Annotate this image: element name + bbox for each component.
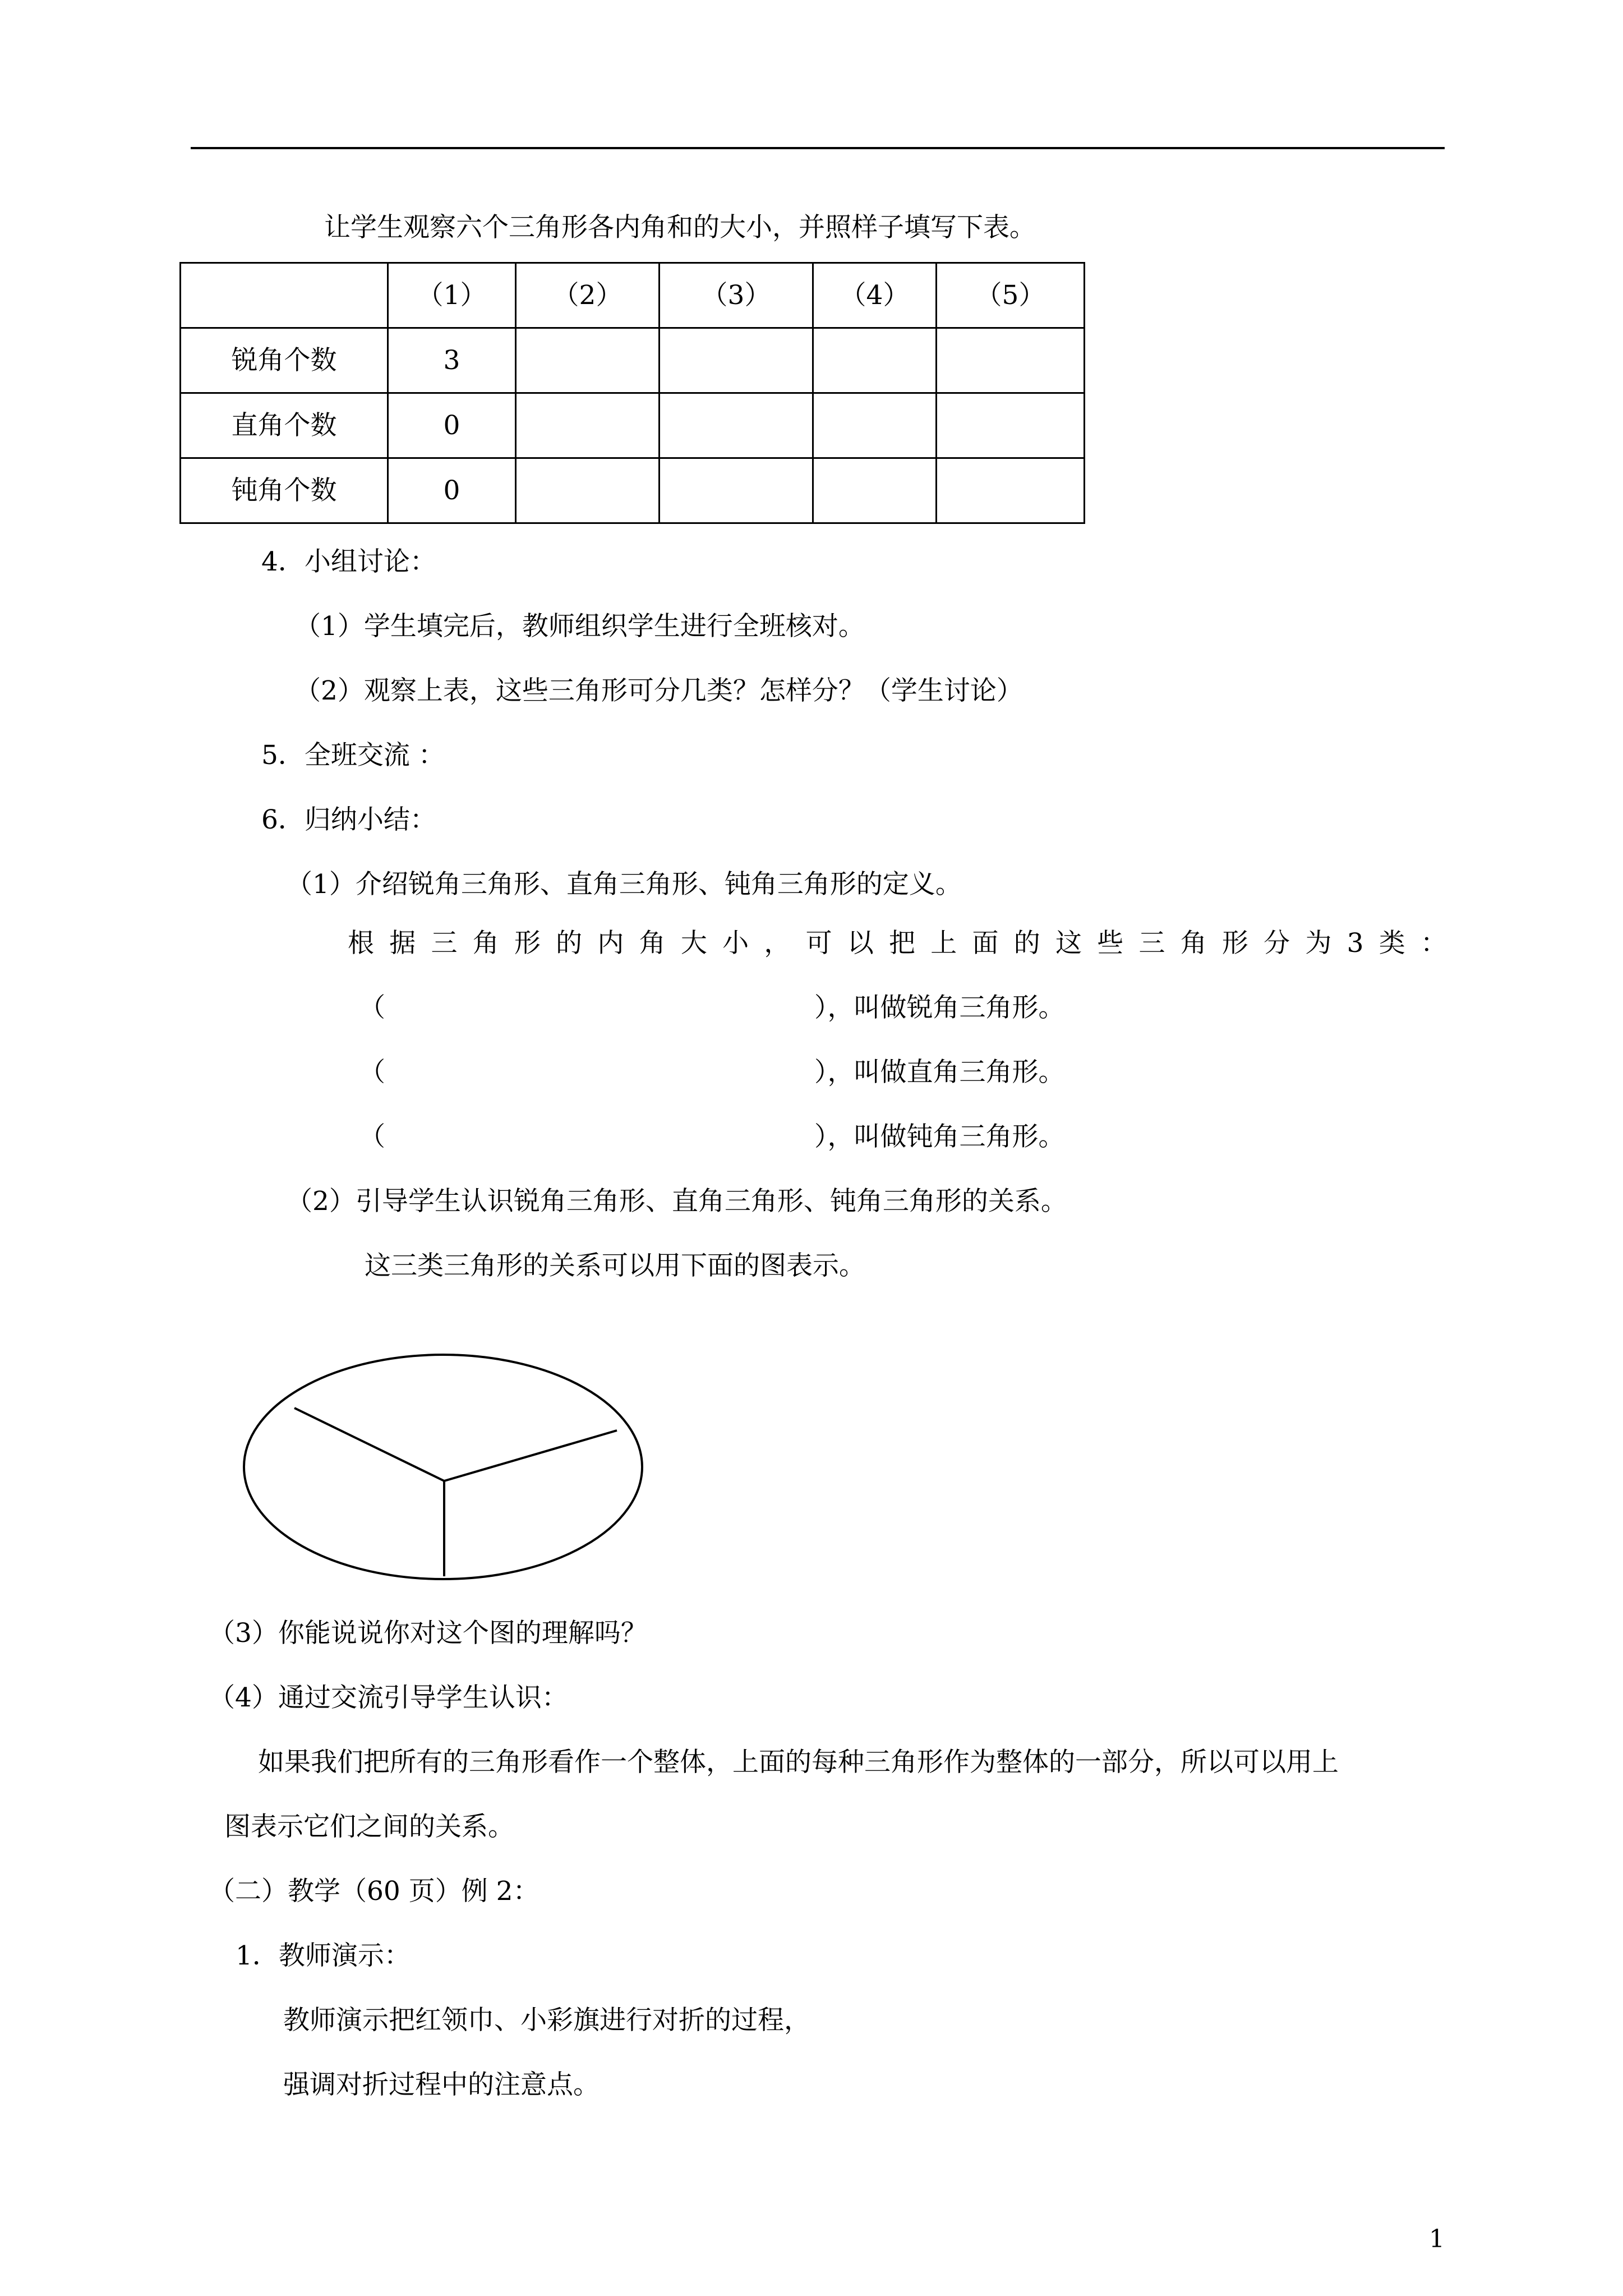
- table-cell: [813, 458, 937, 523]
- table-header-row: [181, 263, 1085, 328]
- blank-open-paren: （: [359, 1057, 385, 1088]
- blank-open-paren: （: [359, 992, 385, 1023]
- sentence-char: 以: [847, 928, 874, 959]
- teacher-demo-line-1: 教师演示把红领巾、小彩旗进行对折的过程，: [283, 2005, 810, 2036]
- table-header-cell: （2）: [516, 263, 660, 328]
- table-cell: 0: [388, 393, 516, 458]
- page-number: 1: [1429, 2225, 1445, 2253]
- table-row-right: [181, 393, 1085, 458]
- teacher-demo-heading: 1．教师演示：: [236, 1940, 411, 1971]
- table-row-acute: [181, 328, 1085, 393]
- table-header-cell: （1）: [388, 263, 516, 328]
- paragraph-line-2: 图表示它们之间的关系。: [224, 1811, 514, 1842]
- table-cell: [660, 458, 813, 523]
- step-4-heading: 4．小组讨论：: [261, 546, 436, 577]
- question-4-text: （4）通过交流引导学生认识：: [209, 1682, 568, 1713]
- step-6-2-text: （2）引导学生认识锐角三角形、直角三角形、钝角三角形的关系。: [286, 1186, 1067, 1217]
- sentence-char: 形: [1221, 928, 1248, 959]
- sentence-char: 角: [639, 928, 666, 959]
- table-cell: [937, 458, 1085, 523]
- table-cell: [516, 328, 660, 393]
- table-cell: [813, 393, 937, 458]
- section-2-heading: （二）教学（60 页）例 2：: [209, 1876, 540, 1907]
- sentence-char: 的: [1013, 928, 1040, 959]
- sentence-char: 上: [930, 928, 957, 959]
- classification-sentence: [348, 928, 1447, 959]
- table-cell: 0: [388, 458, 516, 523]
- table-row-obtuse: [181, 458, 1085, 523]
- question-3-text: （3）你能说说你对这个图的理解吗？: [209, 1618, 647, 1649]
- sentence-char: 小: [722, 928, 749, 959]
- header-rule: [191, 147, 1445, 149]
- sentence-char: 3: [1347, 928, 1364, 959]
- diagram-divider-right: [444, 1430, 617, 1481]
- row-label: 直角个数: [181, 393, 388, 458]
- sentence-char: 角: [472, 928, 499, 959]
- sentence-char: 内: [597, 928, 624, 959]
- table-cell: [937, 328, 1085, 393]
- table-cell: [516, 393, 660, 458]
- sentence-char: 类: [1378, 928, 1405, 959]
- table-cell: [813, 328, 937, 393]
- sentence-char: 根: [348, 928, 374, 959]
- step-4-2-text: （2）观察上表，这些三角形可分几类？怎样分？（学生讨论）: [294, 675, 1023, 706]
- right-definition-blank: ），叫做直角三角形。: [814, 1057, 1065, 1088]
- table-header-cell: （5）: [937, 263, 1085, 328]
- table-cell: 3: [388, 328, 516, 393]
- table-cell: [516, 458, 660, 523]
- step-6-heading: 6．归纳小结：: [261, 804, 436, 835]
- sentence-char: 三: [431, 928, 458, 959]
- sentence-char: 三: [1138, 928, 1165, 959]
- sentence-char: 形: [514, 928, 541, 959]
- table-cell: [660, 393, 813, 458]
- sentence-char: 这: [1055, 928, 1082, 959]
- sentence-char: 些: [1097, 928, 1124, 959]
- sentence-char: 的: [556, 928, 583, 959]
- step-4-1-text: （1）学生填完后，教师组织学生进行全班核对。: [294, 611, 865, 642]
- intro-text: 让学生观察六个三角形各内角和的大小，并照样子填写下表。: [324, 212, 1036, 243]
- sentence-char: 可: [805, 928, 832, 959]
- sentence-char: 把: [889, 928, 916, 959]
- row-label: 钝角个数: [181, 458, 388, 523]
- sentence-char: 分: [1264, 928, 1290, 959]
- relation-text: 这三类三角形的关系可以用下面的图表示。: [365, 1250, 865, 1281]
- row-label: 锐角个数: [181, 328, 388, 393]
- triangle-relation-diagram: [236, 1343, 651, 1590]
- diagram-divider-left: [294, 1408, 444, 1481]
- sentence-char: ：: [1421, 928, 1447, 959]
- table-cell: [937, 393, 1085, 458]
- sentence-char: 角: [1180, 928, 1207, 959]
- acute-definition-blank: ），叫做锐角三角形。: [814, 992, 1065, 1023]
- blank-open-paren: （: [359, 1121, 385, 1152]
- angle-count-table: [179, 262, 1085, 524]
- sentence-char: ，: [764, 928, 791, 959]
- step-5-heading: 5．全班交流 ：: [261, 740, 445, 771]
- sentence-char: 面: [972, 928, 999, 959]
- table-header-cell: （4）: [813, 263, 937, 328]
- obtuse-definition-blank: ），叫做钝角三角形。: [814, 1121, 1065, 1152]
- paragraph-line-1: 如果我们把所有的三角形看作一个整体，上面的每种三角形作为整体的一部分，所以可以用上: [258, 1747, 1339, 1778]
- table-cell: [660, 328, 813, 393]
- table-corner-cell: [181, 263, 388, 328]
- step-6-1-text: （1）介绍锐角三角形、直角三角形、钝角三角形的定义。: [286, 869, 962, 900]
- teacher-demo-line-2: 强调对折过程中的注意点。: [283, 2069, 600, 2100]
- sentence-char: 据: [389, 928, 416, 959]
- table-header-cell: （3）: [660, 263, 813, 328]
- sentence-char: 为: [1305, 928, 1332, 959]
- sentence-char: 大: [680, 928, 707, 959]
